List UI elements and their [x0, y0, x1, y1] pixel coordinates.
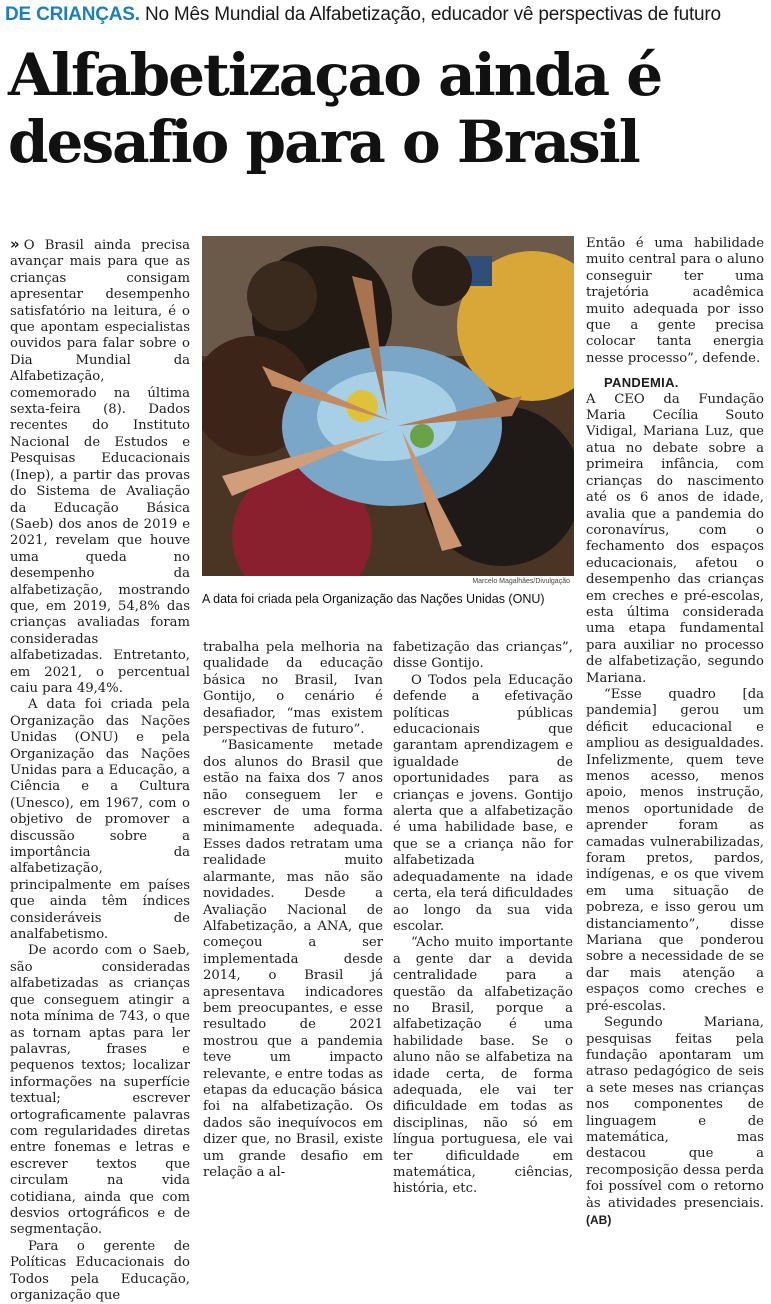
subheading: PANDEMIA.	[604, 375, 679, 391]
photo-caption: A data foi criada pela Organização das Nações Unidas (ONU)	[202, 592, 545, 606]
headline: Alfabetizaçao ainda é desafio para o Brasil	[8, 41, 662, 176]
author-signature: (AB)	[586, 1212, 612, 1227]
kicker-subtitle: No Mês Mundial da Alfabetização, educador vê perspectivas de futuro	[144, 4, 721, 25]
paragraph: Para o gerente de Políticas Educacionais do Todos pela Educação, organização que	[10, 1238, 190, 1303]
paragraph: A data foi criada pela Organização das Nações Unidas (ONU) e pela Organização das Nações Unidas para a Educação, a Ciência e a Cultura (Unesco), em 1967, com o objetivo de promover a discussão sobre a importância da alfabetização, principalmente em países que ainda têm índices consideráveis de analfabetismo.	[10, 697, 190, 943]
paragraph: Então é uma habilidade muito central para o aluno conseguir ter uma trajetória acadêmica muito adequada por isso que a gente precisa colocar tanta energia nesse processo”, defende.	[586, 236, 765, 366]
article-column-1	[10, 236, 190, 1304]
article-photo	[202, 236, 574, 576]
paragraph: “Esse quadro [da pandemia] gerou um déficit educacional e ampliou as desigualdades. Infelizmente, quem teve menos acesso, menos apoio, menos instrução, menos oportunidade de aprender foram as camadas vulnerabilizadas, foram pretos, pardos, indígenas, e os que vivem em uma situação de pobreza, e isso gerou um distanciamento”, disse Mariana que ponderou sobre a necessidade de se dar mais atenção a espaços como creches e pré-escolas.	[586, 686, 764, 1014]
paragraph: O Todos pela Educação defende a efetivação políticas públicas educacionais que garantam aprendizagem e igualdade de oportunidades para as crianças e jovens. Gontijo alerta que a alfabetização é uma habilidade base, e que se a criança não for alfabetizada adequadamente na idade certa, ela terá dificuldades ao longo da sua vida escolar.	[393, 672, 573, 934]
paragraph: De acordo com o Saeb, são consideradas alfabetizadas as crianças que conseguem atingir a nota mínima de 743, o que as tornam aptas para ler palavras, frases e pequenos textos; localizar informações na superfície textual; escrever ortograficamente palavras com regularidades diretas entre fonemas e letras e escrever textos que circulam na vida cotidiana, ainda que com desvios ortográficos e de segmentação.	[10, 943, 190, 1238]
paragraph: A CEO da Fundação Maria Cecília Souto Vidigal, Mariana Luz, que atua no debate sobre a primeira infância, com crianças do nascimento até os 6 anos de idade, avalia que a pandemia do coronavírus, com o fechamento dos espaços educacionais, afetou o desempenho das crianças em creches e pré-escolas, esta última considerada uma etapa fundamental para auxiliar no processo de alfabetização, segundo Mariana.	[586, 391, 764, 686]
article-column-4	[586, 236, 764, 1229]
article-column-3	[393, 640, 573, 1198]
paragraph: » O Brasil ainda precisa avançar mais para que as crianças consigam apresentar desempenho satisfatório na leitura, é o que apontam especialistas ouvidos para falar sobre o Dia Mundial da Alfabetização, comemorado na última sexta-feira (8). Dados recentes do Instituto Nacional de Estudos e Pesquisas Educacionais (Inep), a partir das provas do Sistema de Avaliação da Educação Básica (Saeb) dos anos de 2019 e 2021, revelam que houve uma queda no desempenho da alfabetização, mostrando que, em 2019, 54,8% das crianças avaliadas foram consideradas alfabetizadas. Entretanto, em 2021, o percentual caiu para 49,4%.	[10, 235, 190, 696]
double-chevron-right-icon: »	[10, 235, 20, 253]
paragraph: “Acho muito importante a gente dar a devida centralidade para a questão da alfabetização no Brasil, porque a alfabetização é uma habilidade base. Se o aluno não se alfabetiza na idade certa, de forma adequada, ele vai ter dificuldade em todas as disciplinas, não só em língua portuguesa, ele vai ter dificuldade em matemática, ciências, história, etc.	[393, 935, 573, 1197]
photo-credit: Marcelo Magalhães/Divulgação	[472, 578, 570, 585]
paragraph: trabalha pela melhoria na qualidade da educação básica no Brasil, Ivan Gontijo, o cenário é desafiador, “mas existem perspectivas de futuro”.	[203, 640, 383, 738]
article-column-2	[203, 640, 383, 1181]
paragraph: Segundo Mariana, pesquisas feitas pela fundação apontaram um atraso pedagógico de seis a sete meses nas crianças nos componentes de linguagem e de matemática, mas destacou que a recomposição dessa perda foi possível com o retorno às atividades presenciais. (AB)	[586, 1015, 764, 1227]
paragraph: “Basicamente metade dos alunos do Brasil que estão na faixa dos 7 anos não conseguem ler e escrever de uma forma minimamente adequada. Esses dados retratam uma realidade muito alarmante, mas não são novidades. Desde a Avaliação Nacional de Alfabetização, a ANA, que começou a ser implementada desde 2014, o Brasil já apresentava indicadores bem preocupantes, e esse resultado de 2021 mostrou que a pandemia teve um impacto relevante, e entre todas as etapas da educação básica foi na alfabetização. Os dados são inequívocos em dizer que, no Brasil, existe um grande desafio em relação a al-	[203, 738, 383, 1180]
paragraph: fabetização das crianças”, disse Gontijo.	[393, 640, 573, 672]
kicker	[5, 4, 765, 26]
section-label: DE CRIANÇAS.	[5, 4, 140, 25]
